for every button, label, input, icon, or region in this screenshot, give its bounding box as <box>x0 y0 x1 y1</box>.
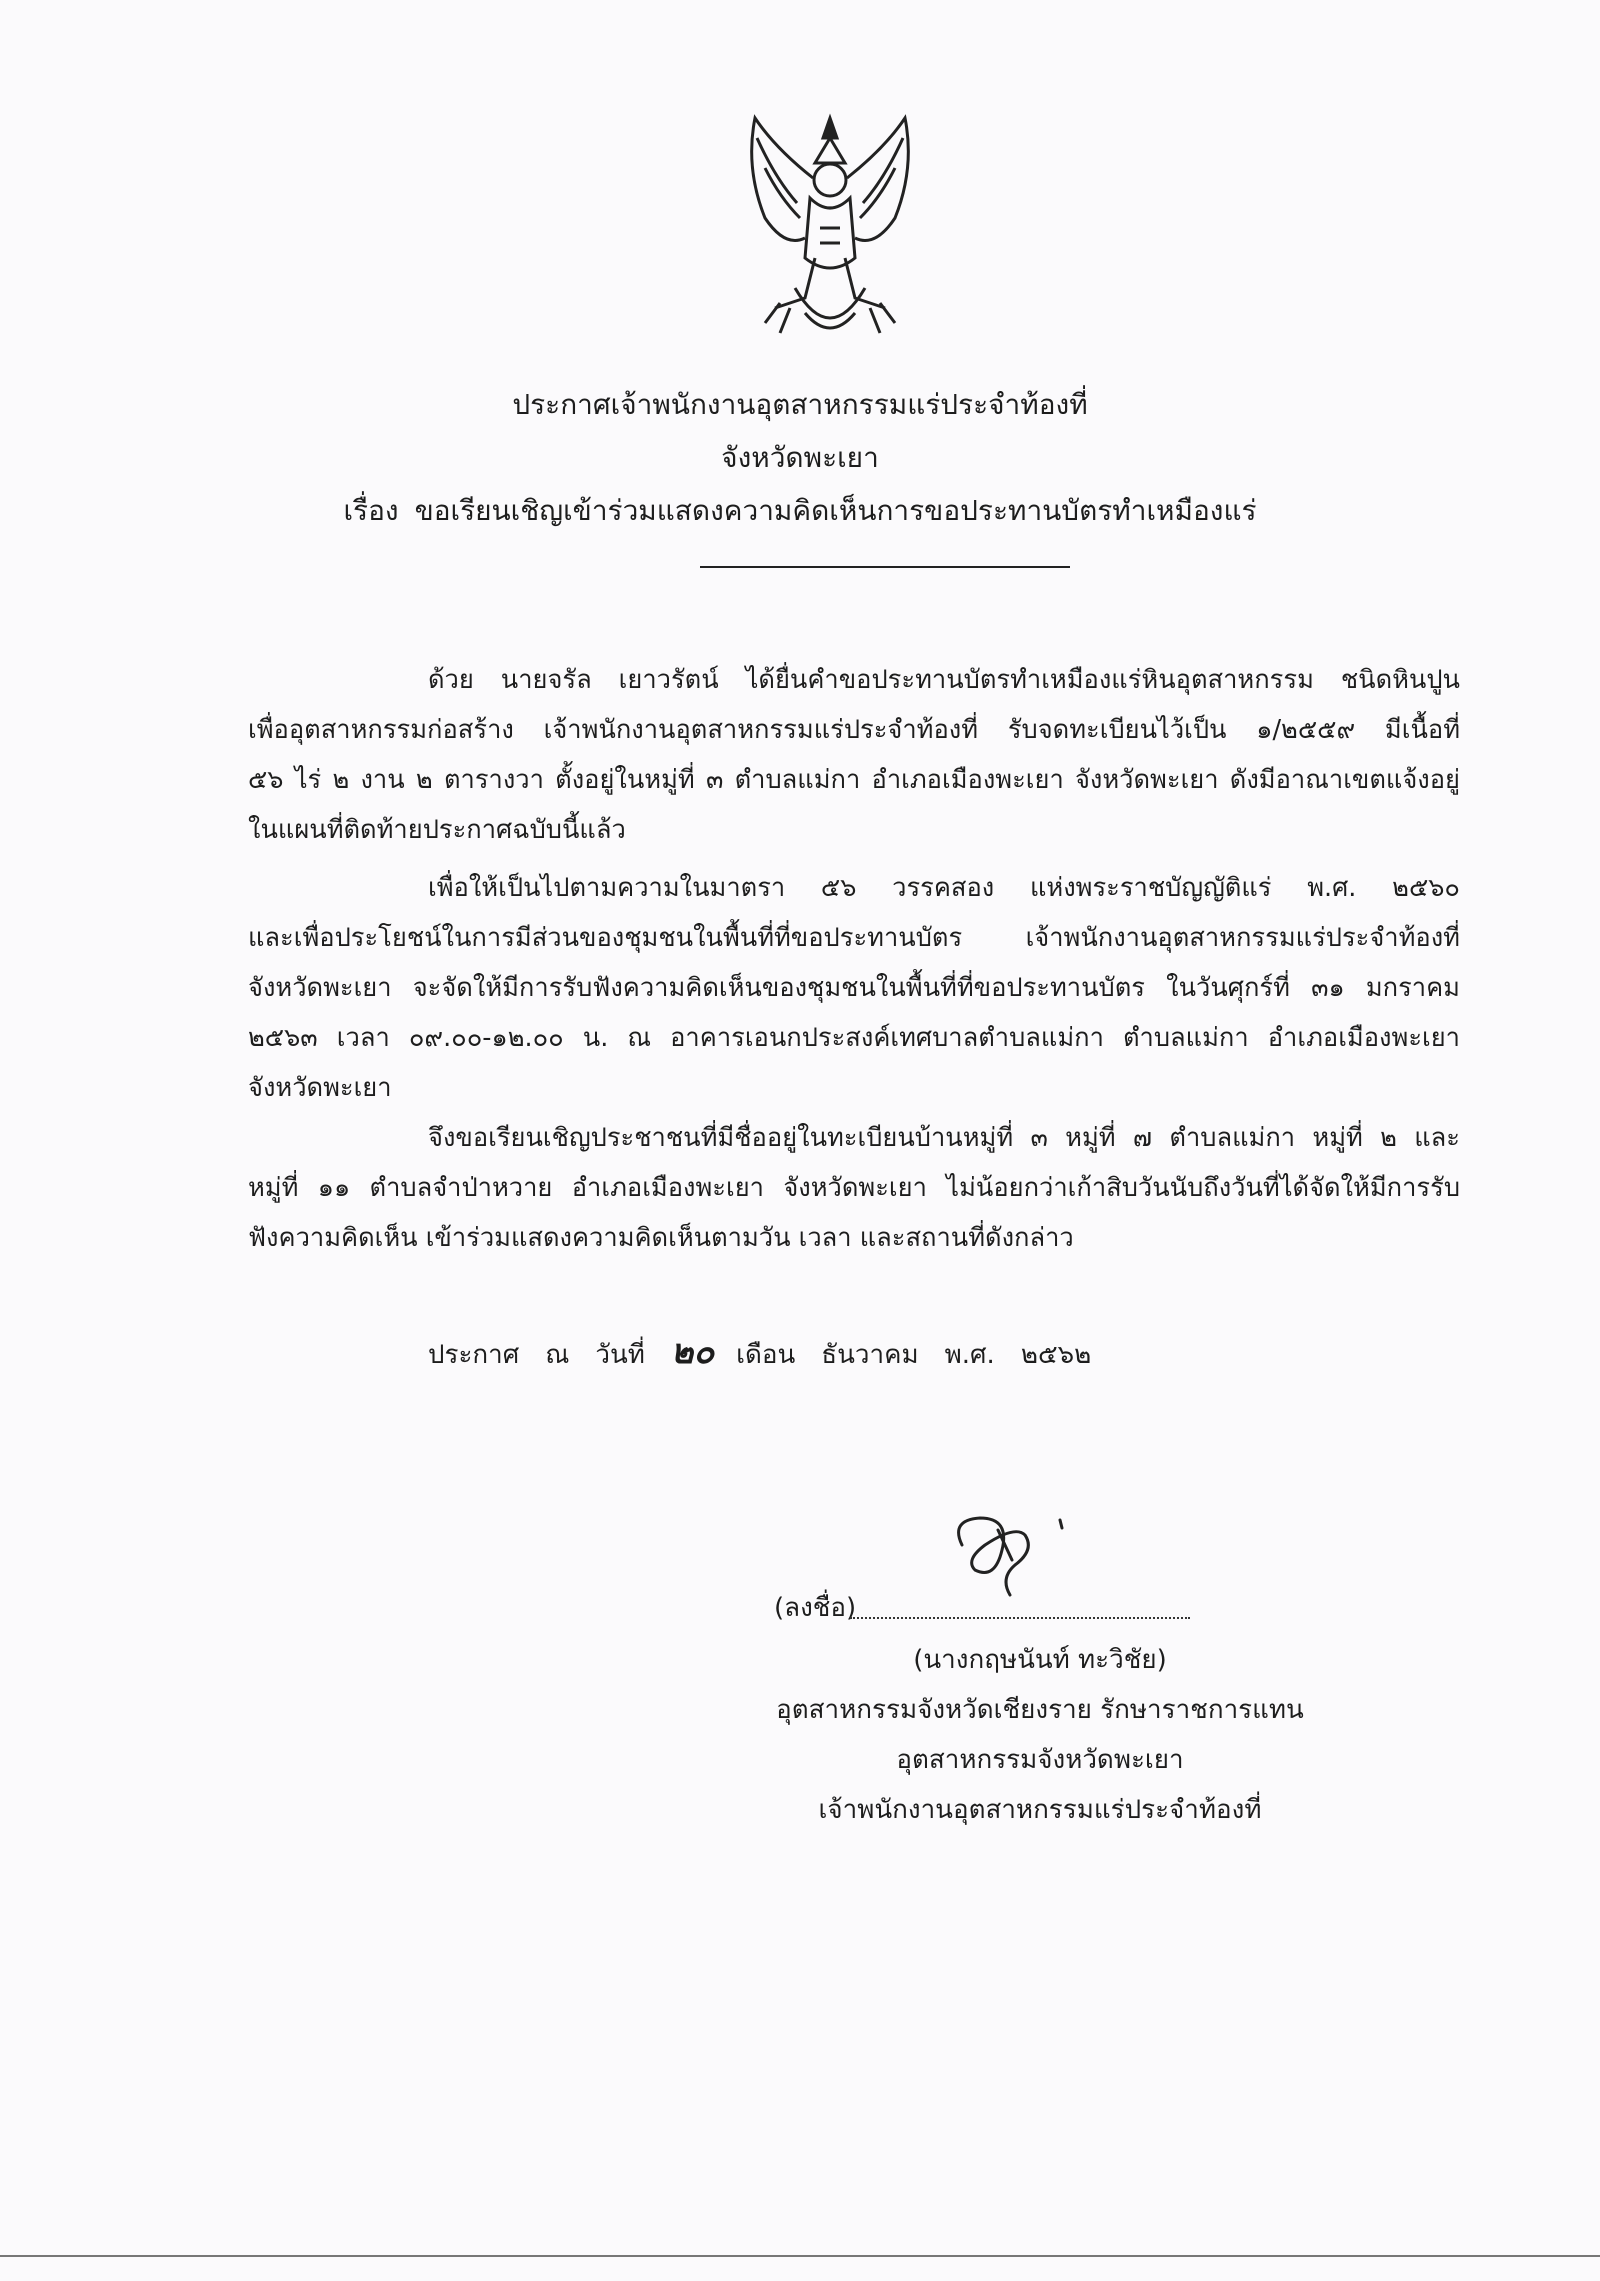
handwritten-signature-icon <box>940 1500 1080 1610</box>
subject-label: เรื่อง <box>343 494 399 527</box>
date-announce-label: ประกาศ <box>428 1340 520 1370</box>
signature-label: (ลงชื่อ) <box>774 1593 857 1623</box>
garuda-emblem-icon <box>735 108 925 353</box>
paragraph-1-line-3: ๕๖ ไร่ ๒ งาน ๒ ตารางวา ตั้งอยู่ในหมู่ที่ ๓ ตำบลแม่กา อำเภอเมืองพะเยา จังหวัดพะเยา ดังมีอาณาเขตแจ้งอยู่ <box>248 765 1460 795</box>
date-month-label: เดือน <box>736 1340 796 1370</box>
date-year-value: ๒๕๖๒ <box>1020 1340 1092 1370</box>
paragraph-2-line-2: และเพื่อประโยชน์ในการมีส่วนของชุมชนในพื้นที่ที่ขอประทานบัตร เจ้าพนักงานอุตสาหกรรมแร่ประจำท้องที่ <box>248 923 1460 953</box>
date-day-label: วันที่ <box>595 1340 645 1370</box>
date-at-label: ณ <box>545 1340 570 1370</box>
announcement-date <box>428 1330 1117 1377</box>
subject-text: ขอเรียนเชิญเข้าร่วมแสดงความคิดเห็นการขอประทานบัตรทำเหมืองแร่ <box>414 494 1257 527</box>
signer-position-2: อุตสาหกรรมจังหวัดพะเยา <box>896 1745 1184 1775</box>
page-bottom-edge <box>0 2255 1600 2257</box>
announcement-title: ประกาศเจ้าพนักงานอุตสาหกรรมแร่ประจำท้องที่ <box>512 388 1088 421</box>
announcement-subject <box>0 491 1600 531</box>
announcement-province: จังหวัดพะเยา <box>721 441 879 474</box>
signer-position-3: เจ้าพนักงานอุตสาหกรรมแร่ประจำท้องที่ <box>818 1795 1262 1825</box>
signer-name: (นางกฤษนันท์ ทะวิชัย) <box>913 1645 1167 1675</box>
paragraph-3-line-2: หมู่ที่ ๑๑ ตำบลจำป่าหวาย อำเภอเมืองพะเยา จังหวัดพะเยา ไม่น้อยกว่าเก้าสิบวันนับถึงวันที่ได้จัดให้มีการรับ <box>248 1173 1460 1203</box>
paragraph-2-line-3: จังหวัดพะเยา จะจัดให้มีการรับฟังความคิดเห็นของชุมชนในพื้นที่ที่ขอประทานบัตร ในวันศุกร์ที่ ๓๑ มกราคม <box>248 973 1460 1003</box>
signer-position-1: อุตสาหกรรมจังหวัดเชียงราย รักษาราชการแทน <box>776 1695 1304 1725</box>
date-month-value: ธันวาคม <box>821 1340 919 1370</box>
paragraph-1-line-2: เพื่ออุตสาหกรรมก่อสร้าง เจ้าพนักงานอุตสาหกรรมแร่ประจำท้องที่ รับจดทะเบียนไว้เป็น ๑/๒๕๕๙ มีเนื้อที่ <box>248 715 1460 745</box>
paragraph-2-line-1: เพื่อให้เป็นไปตามความในมาตรา ๕๖ วรรคสอง แห่งพระราชบัญญัติแร่ พ.ศ. ๒๕๖๐ <box>428 873 1460 903</box>
date-day-value: ๒๐ <box>670 1332 715 1372</box>
signature-line <box>850 1617 1190 1619</box>
paragraph-3-line-1: จึงขอเรียนเชิญประชาชนที่มีชื่ออยู่ในทะเบียนบ้านหมู่ที่ ๓ หมู่ที่ ๗ ตำบลแม่กา หมู่ที่ ๒ และ <box>428 1123 1460 1153</box>
paragraph-1-line-4: ในแผนที่ติดท้ายประกาศฉบับนี้แล้ว <box>248 815 626 845</box>
date-era-label: พ.ศ. <box>944 1340 995 1370</box>
paragraph-2-line-5: จังหวัดพะเยา <box>248 1073 392 1103</box>
paragraph-1-line-1: ด้วย นายจรัล เยาวรัตน์ ได้ยื่นคำขอประทานบัตรทำเหมืองแร่หินอุตสาหกรรม ชนิดหินปูน <box>428 665 1460 695</box>
paragraph-3-line-3: ฟังความคิดเห็น เข้าร่วมแสดงความคิดเห็นตามวัน เวลา และสถานที่ดังกล่าว <box>248 1223 1074 1253</box>
title-divider <box>700 566 1070 568</box>
paragraph-2-line-4: ๒๕๖๓ เวลา ๐๙.๐๐-๑๒.๐๐ น. ณ อาคารเอนกประสงค์เทศบาลตำบลแม่กา ตำบลแม่กา อำเภอเมืองพะเยา <box>248 1023 1460 1053</box>
